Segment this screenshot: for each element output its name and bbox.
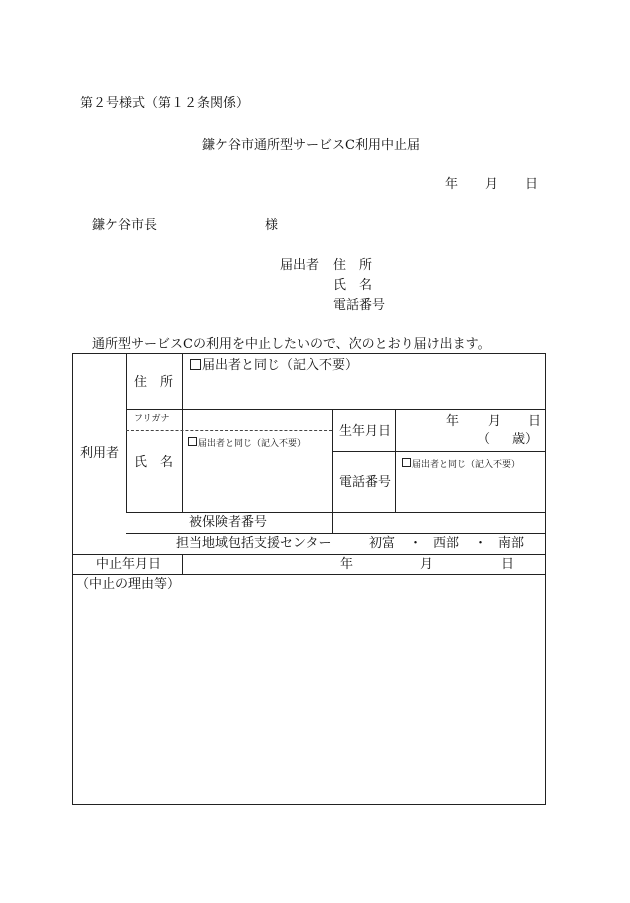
- center-option-nanbu[interactable]: 南部: [498, 536, 525, 551]
- addressee-honorific: 様: [265, 218, 279, 233]
- birthdate-label: 生年月日: [339, 424, 392, 439]
- name-same-checkbox[interactable]: [188, 437, 197, 446]
- address-same-option[interactable]: [190, 359, 358, 372]
- center-separator-1: ・: [409, 536, 423, 551]
- applicant-label: 届出者: [280, 258, 320, 273]
- user-phone-label: 電話番号: [339, 475, 392, 490]
- user-address-label: 住 所: [134, 375, 174, 390]
- stop-date-label: 中止年月日: [96, 557, 162, 572]
- age-close: 歳）: [512, 432, 539, 447]
- form-number: 第２号様式（第１２条関係）: [80, 96, 250, 111]
- furigana-label: フリガナ: [134, 414, 170, 424]
- stop-year-label: 年: [340, 557, 354, 572]
- applicant-name-label: 氏 名: [333, 278, 373, 293]
- center-option-hatsutomi[interactable]: 初富: [369, 536, 396, 551]
- birth-year-label: 年: [446, 414, 460, 429]
- date-year-label: 年: [445, 177, 459, 192]
- center-option-seibu[interactable]: 西部: [433, 536, 460, 551]
- center-label: 担当地域包括支援センター: [176, 536, 332, 551]
- phone-same-checkbox[interactable]: [402, 458, 411, 467]
- name-same-option[interactable]: [188, 437, 306, 449]
- center-separator-2: ・: [474, 536, 488, 551]
- stop-month-label: 月: [420, 557, 434, 572]
- date-day-label: 日: [525, 177, 539, 192]
- user-name-label: 氏 名: [134, 455, 174, 470]
- statement-text: 通所型サービスCの利用を中止したいので、次のとおり届け出ます。: [92, 337, 491, 352]
- address-same-checkbox[interactable]: [190, 359, 201, 370]
- addressee-name: 鎌ケ谷市長: [92, 218, 158, 233]
- stop-day-label: 日: [501, 557, 515, 572]
- applicant-address-label: 住 所: [333, 258, 373, 273]
- phone-same-option[interactable]: [402, 458, 520, 470]
- birth-day-label: 日: [528, 414, 542, 429]
- document-title: 鎌ケ谷市通所型サービスC利用中止届: [202, 138, 420, 153]
- phone-same-label: 届出者と同じ（記入不要）: [412, 460, 521, 470]
- applicant-phone-label: 電話番号: [333, 298, 386, 313]
- birth-month-label: 月: [488, 414, 502, 429]
- age-open: （: [477, 432, 491, 447]
- reason-label: （中止の理由等）: [76, 577, 181, 592]
- address-same-label: 届出者と同じ（記入不要）: [202, 358, 359, 373]
- name-same-label: 届出者と同じ（記入不要）: [198, 439, 307, 449]
- user-label: 利用者: [80, 446, 120, 461]
- date-month-label: 月: [485, 177, 499, 192]
- insured-number-label: 被保険者番号: [189, 515, 268, 530]
